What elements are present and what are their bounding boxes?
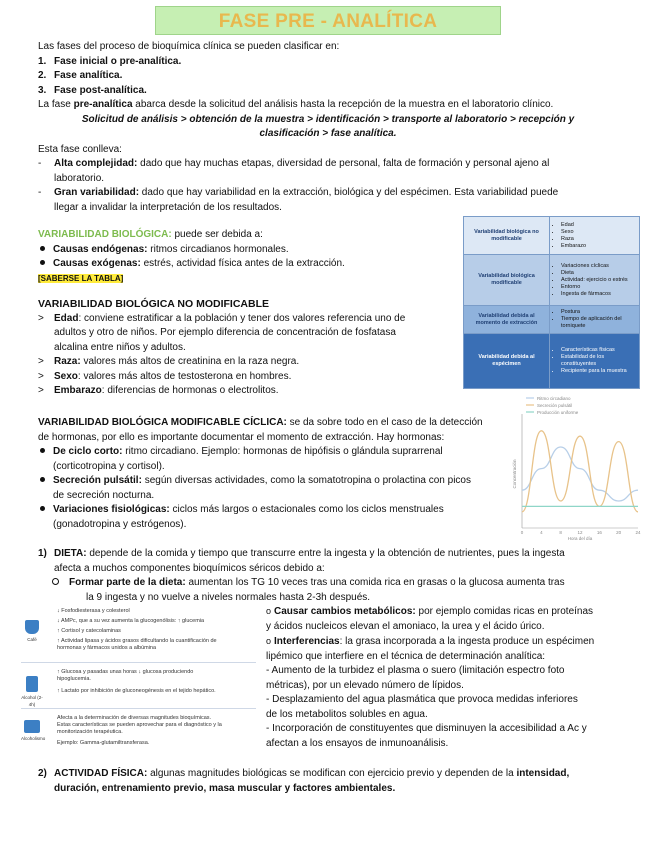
actividad-line: 2) ACTIVIDAD FÍSICA: algunas magnitudes biológicas se modifican con ejercicio previo y dependen de la intensidad, [38, 768, 570, 779]
dieta-cambios: o Causar cambios metabólicos: por ejemplo comidas ricas en proteínas [266, 606, 594, 617]
conlleva-item-cont: llegar a invalidar la interpretación de los resultados. [54, 201, 282, 213]
x-tick-label: 16 [596, 530, 602, 535]
dieta-line-cont: afecta a muchos componentes bioquímicos séricos debido a: [54, 562, 325, 574]
legend-label: Ritmo circadiano [537, 396, 571, 401]
table-row: Variabilidad debida al momento de extracción • Postura • Tiempo de aplicación del torniquete [464, 306, 640, 334]
legend-label: Secreción pulsátil [537, 403, 573, 408]
biologica-item: Causas endógenas: ritmos circadianos hormonales. [38, 243, 458, 258]
intro-line: Las fases del proceso de bioquímica clínica se pueden clasificar en: [38, 41, 340, 52]
interference-item-cont: afectan a los ensayos de inmunoanálisis. [266, 737, 449, 749]
dieta-line: 1) DIETA: depende de la comida y tiempo que transcurre entre la ingesta y la obtención de nutrientes, pues la ingesta [38, 548, 565, 559]
ciclica-item: De ciclo corto: ritmo circadiano. Ejemplo: hormonas de hipófisis o glándula suprarrenal [38, 445, 508, 460]
interference-item: - Incorporación de constituyentes que disminuyen la accesibilidad a Ac y [266, 723, 587, 734]
process-flow: Solicitud de análisis > obtención de la muestra > identificación > transporte al laboratorio > recepción y clasificación > fase analítica. [81, 113, 575, 139]
dieta-section [38, 547, 618, 605]
conlleva-item: - Gran variabilidad: dado que hay variabilidad en la extracción, biológica y del espécimen. Esta variabilidad puede [38, 187, 559, 198]
panel-row: Alcohol (2-4h) ↑ Glucosa y pasadas unas horas ↓ glucosa produciendo hipoglucemia. ↑ Lactato por inhibición de gluconeogénesis en el tejido hepático. [21, 664, 256, 709]
ciclica-heading: VARIABILIDAD BIOLÓGICA MODIFICABLE CÍCLICA: se da sobre todo en el caso de la detección [38, 417, 483, 428]
ciclica-item-cont: (gonadotropina y estrógenos). [53, 518, 187, 530]
panel-row: Café ↓ Fosfodiesterasa y colesterol ↓ AMPc, que a su vez aumenta la glucogenólisis: ↑ glucemia ↑ Cortisol y catecolaminas ↑ Actividad lipasa y ácidos grasos dificultando la cuantificación de hormonas y fármacos unidos a albúmina [21, 606, 256, 663]
legend-label: Producción uniforme [537, 410, 579, 415]
ciclica-section [38, 416, 508, 532]
dieta-effects-panel [21, 606, 256, 752]
dieta-parte-cont: la 9 ingesta y no vuelve a niveles normales hasta 2-3h después. [86, 591, 371, 603]
coffee-icon: Café [21, 620, 43, 643]
interference-item: - Aumento de la turbidez el plasma o suero (limitación espectro foto [266, 665, 565, 676]
ciclica-item: Variaciones fisiológicas: ciclos más largos o estacionales como los ciclos menstruales [38, 503, 508, 518]
table-row: Variabilidad debida al espécimen • Características físicas • Estabilidad de los constituyentes • Recipiente para la muestra [464, 334, 640, 389]
preanalitica-definition: La fase pre-analítica abarca desde la solicitud del análisis hasta la recepción de la muestra en el laboratorio clínico. [38, 99, 554, 110]
panel-row: Alcoholismo Afecta a la determinación de diversas magnitudes bioquímicas. Estas características se pueden aprovechar para el diagnóstico y la monitorización terapéutica. Ejemplo: Gamma-glutamiltransferasa. [21, 715, 222, 746]
biologica-section [38, 228, 458, 286]
phase-item: 1. Fase inicial o pre-analítica. [38, 55, 182, 67]
x-tick-label: 24 [635, 530, 641, 535]
no-modificable-item-cont: adultos y otro de niños. Por ejemplo diferencia de concentración de fosfatasa [54, 327, 396, 338]
conlleva-item-cont: laboratorio. [54, 172, 105, 184]
table-row-label: Variabilidad biológica no modificable [464, 217, 550, 255]
ciclica-item-cont: (corticotropina y cortisol). [53, 460, 165, 472]
table-row-label: Variabilidad biológica modificable [464, 255, 550, 306]
x-axis-label: Hora del día [567, 536, 593, 541]
ciclica-line: de hormonas, por ello es importante documentar el momento de extracción. Hay hormonas: [38, 431, 445, 443]
no-modificable-item: > Embarazo: diferencias de hormonas o electrolitos. [38, 385, 279, 396]
table-row-label: Variabilidad debida al momento de extracción [464, 306, 550, 334]
rhythm-chart [510, 392, 645, 542]
actividad-section [38, 767, 618, 796]
x-tick-label: 8 [559, 530, 562, 535]
study-note: [SABERSE LA TABLA] [38, 273, 124, 283]
ciclica-item-cont: de secreción nocturna. [53, 489, 155, 501]
biologica-heading: VARIABILIDAD BIOLÓGICA: puede ser debida a: [38, 229, 263, 240]
x-tick-label: 12 [577, 530, 583, 535]
bottles-icon: Alcoholismo [21, 720, 43, 742]
conlleva-item: - Alta complejidad: dado que hay muchas etapas, diversidad de personal, falta de formación y personal ajeno al [38, 158, 550, 169]
dieta-interferencias-cont: lipémico que interfiere en el técnica de determinación analítica: [266, 650, 546, 662]
no-modificable-section [38, 297, 452, 399]
table-row: Variabilidad biológica no modificable • Edad • Sexo • Raza • Embarazo [464, 217, 640, 255]
no-modificable-heading: VARIABILIDAD BIOLÓGICA NO MODIFICABLE [38, 298, 269, 310]
x-tick-label: 4 [540, 530, 543, 535]
dieta-right-column [266, 604, 618, 751]
no-modificable-item: > Sexo: valores más altos de testosterona en hombres. [38, 370, 292, 382]
no-modificable-item-cont: alcalina entre niños y adultos. [54, 341, 186, 353]
interference-item-cont: métricas), por un elevado número de lípidos. [266, 679, 464, 691]
page-title-box [155, 6, 501, 35]
beer-icon: Alcohol (2-4h) [21, 676, 43, 708]
y-axis-label: Concentración [512, 459, 517, 489]
page-title: FASE PRE - ANALÍTICA [218, 11, 438, 32]
phase-item: 2. Fase analítica. [38, 70, 123, 81]
phase-item: 3. Fase post-analítica. [38, 84, 147, 96]
table-row-label: Variabilidad debida al espécimen [464, 334, 550, 389]
intro-section [38, 40, 618, 215]
dieta-cambios-cont: y ácidos nucleicos elevan el amoniaco, la urea y el ácido úrico. [266, 620, 545, 632]
interference-item-cont: de los metabolitos solubles en agua. [266, 708, 428, 720]
no-modificable-item: > Edad: conviene estratificar a la población y tener dos valores referencia uno de [38, 312, 406, 324]
actividad-line-cont: duración, entrenamiento previo, masa muscular y factores ambientales. [54, 782, 396, 794]
x-tick-label: 20 [616, 530, 622, 535]
ciclica-item: Secreción pulsátil: según diversas actividades, como la somatotropina o prolactina con picos [38, 474, 508, 489]
dieta-parte: Formar parte de la dieta: aumentan los TG 10 veces tras una comida rica en grasas o la glucosa aumenta tras [38, 576, 618, 591]
biologica-item: Causas exógenas: estrés, actividad física antes de la extracción. [38, 257, 458, 272]
conlleva-intro: Esta fase conlleva: [38, 143, 122, 155]
series-line [522, 447, 638, 501]
table-row: Variabilidad biológica modificable • Variaciones cíclicas • Dieta • Actividad: ejercicio o estrés • Entorno • Ingesta de fármacos [464, 255, 640, 306]
interference-item: - Desplazamiento del agua plasmática que provoca medidas inferiores [266, 694, 578, 705]
no-modificable-item: > Raza: valores más altos de creatinina en la raza negra. [38, 356, 300, 367]
variability-table [463, 216, 640, 389]
x-tick-label: 0 [520, 530, 524, 535]
series-line [522, 431, 638, 512]
dieta-interferencias: o Interferencias: la grasa incorporada a la ingesta produce un espécimen [266, 636, 595, 647]
